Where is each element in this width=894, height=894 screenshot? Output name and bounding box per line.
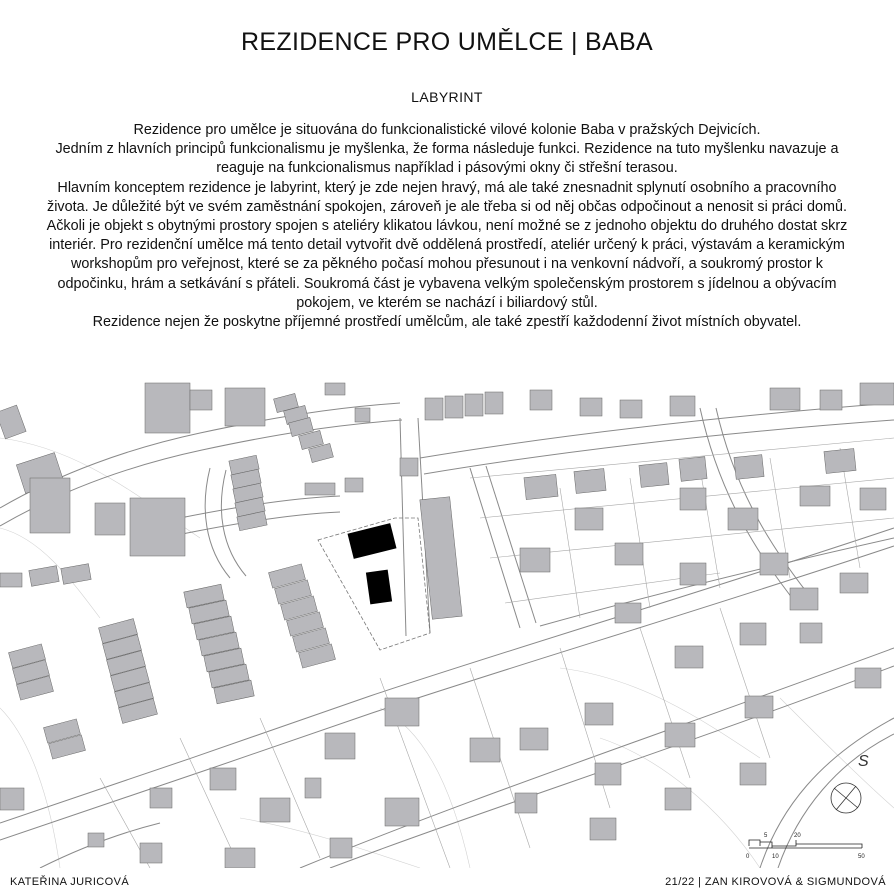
project-buildings <box>348 523 397 604</box>
description-text <box>40 121 854 332</box>
project-building-south <box>366 570 392 605</box>
author-name: KATEŘINA JURICOVÁ <box>10 876 130 888</box>
description-paragraph: Rezidence pro umělce je situována do funkcionalistické vilové kolonie Baba v pražských Dejvicích. <box>133 122 761 138</box>
project-building-north <box>348 523 397 559</box>
site-plan-drawing <box>0 378 894 868</box>
section-subtitle: LABYRINT <box>411 89 483 105</box>
site-plan <box>0 378 894 868</box>
description-paragraph: Rezidence nejen že poskytne příjemné prostředí umělcům, ale také zpestří každodenní život místních obyvatel. <box>92 314 802 331</box>
scale-label: 5 <box>764 833 768 839</box>
scale-label: 0 <box>746 854 750 860</box>
north-label: S <box>858 753 869 770</box>
scale-bar <box>749 840 862 848</box>
description-paragraph: Jedním z hlavních principů funkcionalismu je myšlenka, že forma následuje funkci. Rezidence na tuto myšlenku navazuje a reaguje na funkcionalismus například i pásovými okny či střešní terasou. <box>55 141 839 177</box>
description-paragraph: Hlavním konceptem rezidence je labyrint, který je zde nejen hravý, má ale také znesnadnit splynutí osobního a pracovního života. Je důležité být ve svém zaměstnání spokojen, zároveň je ale třeba si od něj občas odpočinout a nenosit si práci domů. Ačkoli je objekt s obytnými prostory spojen s ateliéry klikatou lávkou, není možné se z jednoho objektu do druhého dostat skrz interiér. Pro rezidenční umělce má tento detail vytvořit dvě oddělená prostředí, ateliér určený k práci, výstavám a keramickým workshopům pro veřejnost, které se za pěkného počasí mohou přesunout i na venkovní nádvoří, a soukromý prostor k odpočinku, hrám a setkávání s přáteli. Soukromá část je vybavena velkým společenským prostorem s jídelnou a obývacím pokojem, ve kterém se nachází i biliardový stůl. <box>46 179 848 311</box>
existing-buildings <box>0 383 894 868</box>
page-title: REZIDENCE PRO UMĚLCE | BABA <box>241 28 653 56</box>
page-info: 21/22 | ZAN KIROVOVÁ & SIGMUNDOVÁ <box>665 876 886 888</box>
north-arrow <box>831 783 861 813</box>
scale-label: 10 <box>772 854 779 860</box>
scale-label: 50 <box>858 854 865 860</box>
scale-label: 20 <box>794 833 801 839</box>
